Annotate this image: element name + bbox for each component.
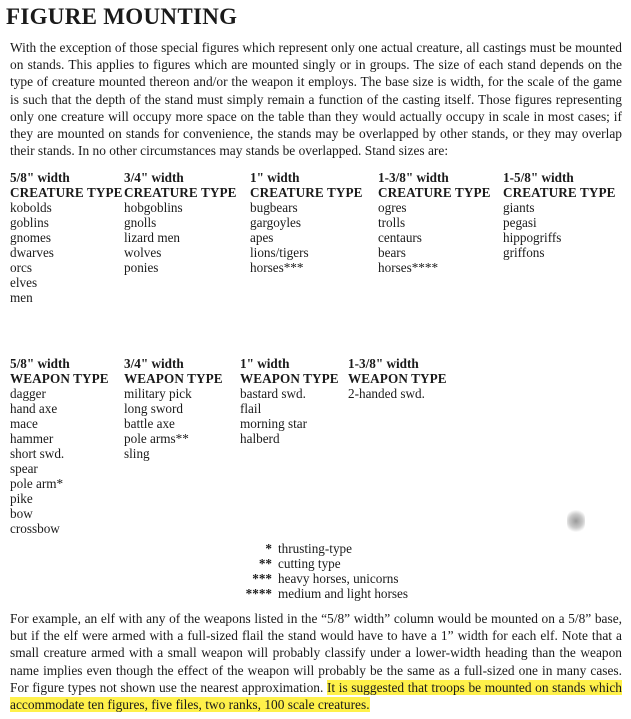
- creature-column-4: [378, 170, 491, 275]
- column-width-heading: 1" width: [240, 356, 290, 371]
- column-width-heading: 3/4" width: [124, 356, 184, 371]
- column-type-heading: WEAPON TYPE: [10, 371, 109, 386]
- list-item: hobgoblins: [124, 200, 183, 215]
- column-type-heading: WEAPON TYPE: [240, 371, 339, 386]
- list-item: spear: [10, 461, 38, 476]
- page-title: FIGURE MOUNTING: [6, 4, 238, 29]
- list-item: pole arm*: [10, 476, 64, 491]
- column-type-heading: WEAPON TYPE: [348, 371, 447, 386]
- list-item: goblins: [10, 215, 49, 230]
- list-item: bow: [10, 506, 33, 521]
- column-type-heading: CREATURE TYPE: [250, 185, 363, 200]
- weapon-column-1: [10, 356, 109, 536]
- list-item: gnolls: [124, 215, 157, 230]
- column-type-heading: CREATURE TYPE: [378, 185, 491, 200]
- footnote-text: medium and light horses: [278, 586, 409, 601]
- footnote-text: thrusting-type: [278, 541, 352, 556]
- list-item: lions/tigers: [250, 245, 309, 260]
- footnotes: [200, 541, 408, 601]
- list-item: military pick: [124, 386, 192, 401]
- list-item: dagger: [10, 386, 46, 401]
- closing-paragraph: [10, 610, 622, 713]
- list-item: sling: [124, 446, 150, 461]
- list-item: orcs: [10, 260, 32, 275]
- weapon-column-3: [240, 356, 339, 446]
- list-item: pole arms**: [124, 431, 189, 446]
- footnote-row: [200, 541, 408, 556]
- list-item: centaurs: [378, 230, 422, 245]
- list-item: bears: [378, 245, 406, 260]
- weapon-column-2: [124, 356, 223, 461]
- footnote-mark: ***: [252, 571, 272, 586]
- column-width-heading: 1" width: [250, 170, 300, 185]
- column-width-heading: 1-3/8" width: [348, 356, 419, 371]
- column-width-heading: 3/4" width: [124, 170, 184, 185]
- column-width-heading: 5/8" width: [10, 170, 70, 185]
- list-item: 2-handed swd.: [348, 386, 425, 401]
- column-type-heading: WEAPON TYPE: [124, 371, 223, 386]
- list-item: ogres: [378, 200, 407, 215]
- list-item: hand axe: [10, 401, 58, 416]
- list-item: ponies: [124, 260, 159, 275]
- creature-column-3: [250, 170, 363, 275]
- list-item: gargoyles: [250, 215, 302, 230]
- list-item: men: [10, 290, 33, 305]
- footnote-mark: ****: [245, 586, 272, 601]
- list-item: hippogriffs: [503, 230, 562, 245]
- list-item: morning star: [240, 416, 308, 431]
- list-item: pike: [10, 491, 33, 506]
- creature-column-1: [10, 170, 123, 305]
- footnote-row: [200, 556, 408, 571]
- print-smudge: [567, 509, 585, 533]
- list-item: dwarves: [10, 245, 54, 260]
- footnote-mark: *: [265, 541, 272, 556]
- weapon-column-4: [348, 356, 447, 401]
- closing-text: For example, an elf with any of the weapons listed in the “5/8” width” column would be mounted on a 5/8” base, but if the elf were armed with a full-sized flail the stand would have to have a 1” width for each elf. Note that a small creature armed with a small weapon will probably classify under a lower-width heading than the weapon name implies even though the effect of the weapon will probably be the same as a full-sized one in many cases. For figure types not shown use the nearest approximation.: [10, 611, 622, 695]
- list-item: long sword: [124, 401, 183, 416]
- list-item: gnomes: [10, 230, 52, 245]
- column-type-heading: CREATURE TYPE: [124, 185, 237, 200]
- list-item: battle axe: [124, 416, 175, 431]
- creature-column-2: [124, 170, 237, 275]
- list-item: bugbears: [250, 200, 298, 215]
- column-width-heading: 1-5/8" width: [503, 170, 574, 185]
- list-item: hammer: [10, 431, 54, 446]
- intro-paragraph: [10, 39, 622, 159]
- list-item: trolls: [378, 215, 406, 230]
- list-item: halberd: [240, 431, 280, 446]
- list-item: apes: [250, 230, 274, 245]
- footnote-text: heavy horses, unicorns: [278, 571, 399, 586]
- highlighted-suggestion: It is suggested that troops be mounted on stands which accommodate ten figures, five files, two ranks, 100 scale creatures.: [10, 679, 622, 713]
- list-item: wolves: [124, 245, 162, 260]
- list-item: pegasi: [503, 215, 537, 230]
- list-item: horses****: [378, 260, 439, 275]
- list-item: short swd.: [10, 446, 65, 461]
- list-item: griffons: [503, 245, 545, 260]
- footnote-text: cutting type: [278, 556, 341, 571]
- list-item: flail: [240, 401, 262, 416]
- footnote-row: [200, 571, 408, 586]
- list-item: bastard swd.: [240, 386, 306, 401]
- footnote-mark: **: [258, 556, 272, 571]
- list-item: kobolds: [10, 200, 52, 215]
- list-item: lizard men: [124, 230, 181, 245]
- column-type-heading: CREATURE TYPE: [10, 185, 123, 200]
- column-type-heading: CREATURE TYPE: [503, 185, 616, 200]
- column-width-heading: 1-3/8" width: [378, 170, 449, 185]
- list-item: giants: [503, 200, 535, 215]
- intro-text: With the exception of those special figures which represent only one actual creature, all castings must be mounted on stands. This applies to figures which are mounted singly or in groups. The size of each stand depends on the type of creature mounted thereon and/or the weapon it employs. The base size is width, for the scale of the game is such that the depth of the stand must simply remain a function of the casting itself. Those figures representing only one creature will occupy more space on the table than they would actually occupy in scale in most cases; if they are mounted on stands for convenience, the stands may be overlapped by other stands, or they may overlap their stands. In no other circumstances may stands be overlapped. Stand sizes are:: [10, 40, 622, 159]
- list-item: elves: [10, 275, 38, 290]
- creature-column-5: [503, 170, 616, 260]
- column-width-heading: 5/8" width: [10, 356, 70, 371]
- list-item: mace: [10, 416, 38, 431]
- list-item: crossbow: [10, 521, 60, 536]
- list-item: horses***: [250, 260, 304, 275]
- footnote-row: [200, 586, 408, 601]
